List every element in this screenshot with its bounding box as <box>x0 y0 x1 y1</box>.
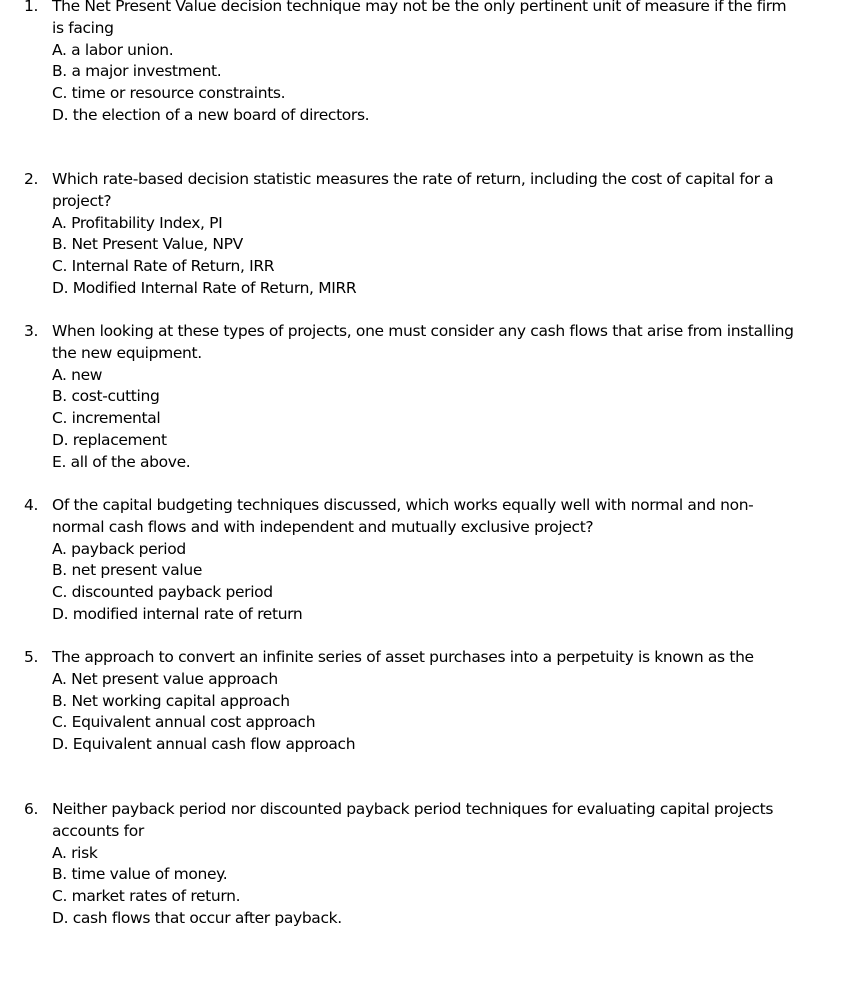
option-list <box>0 843 800 930</box>
option-a[interactable]: A. a labor union. <box>52 40 174 59</box>
option-d[interactable]: D. Modified Internal Rate of Return, MIRR <box>52 278 357 297</box>
option-a[interactable]: A. payback period <box>52 539 186 558</box>
option-list <box>0 539 800 626</box>
question-text: Which rate-based decision statistic measures the rate of return, including the cost of capital for a project? <box>52 170 774 210</box>
question-2 <box>0 169 800 300</box>
option-d[interactable]: D. cash flows that occur after payback. <box>52 908 342 927</box>
question-text: The Net Present Value decision technique may not be the only pertinent unit of measure if the firm is facing <box>52 0 787 37</box>
question-1 <box>0 0 800 127</box>
question-number: 4. <box>24 496 39 514</box>
option-a[interactable]: A. Net present value approach <box>52 669 278 688</box>
option-e[interactable]: E. all of the above. <box>52 452 191 471</box>
option-c[interactable]: C. incremental <box>52 409 161 428</box>
question-number: 2. <box>24 170 39 188</box>
question-3 <box>0 321 800 474</box>
question-text: The approach to convert an infinite series of asset purchases into a perpetuity is known as the <box>52 648 754 666</box>
option-list <box>0 40 800 127</box>
option-list <box>0 365 800 474</box>
question-text: Of the capital budgeting techniques discussed, which works equally well with normal and non-normal cash flows and with independent and mutually exclusive project? <box>52 496 754 536</box>
question-number: 1. <box>24 0 39 15</box>
question-number: 3. <box>24 322 39 340</box>
option-list <box>0 213 800 300</box>
option-c[interactable]: C. Internal Rate of Return, IRR <box>52 257 275 276</box>
option-c[interactable]: C. market rates of return. <box>52 887 241 906</box>
question-5 <box>0 647 800 756</box>
option-b[interactable]: B. a major investment. <box>52 62 222 81</box>
option-c[interactable]: C. Equivalent annual cost approach <box>52 713 316 732</box>
question-number: 5. <box>24 648 39 666</box>
option-b[interactable]: B. net present value <box>52 561 203 580</box>
option-b[interactable]: B. cost-cutting <box>52 387 160 406</box>
option-d[interactable]: D. modified internal rate of return <box>52 604 303 623</box>
option-a[interactable]: A. new <box>52 365 103 384</box>
option-b[interactable]: B. Net working capital approach <box>52 691 290 710</box>
option-b[interactable]: B. time value of money. <box>52 865 228 884</box>
option-d[interactable]: D. replacement <box>52 430 167 449</box>
option-d[interactable]: D. Equivalent annual cash flow approach <box>52 735 356 754</box>
option-b[interactable]: B. Net Present Value, NPV <box>52 235 243 254</box>
option-list <box>0 669 800 756</box>
question-6 <box>0 799 800 930</box>
question-text: Neither payback period nor discounted payback period techniques for evaluating capital projects accounts for <box>52 800 774 840</box>
option-c[interactable]: C. time or resource constraints. <box>52 84 286 103</box>
option-c[interactable]: C. discounted payback period <box>52 583 273 602</box>
question-number: 6. <box>24 800 39 818</box>
question-4 <box>0 495 800 626</box>
option-d[interactable]: D. the election of a new board of directors. <box>52 105 370 124</box>
question-text: When looking at these types of projects, one must consider any cash flows that arise from installing the new equipment. <box>52 322 794 362</box>
option-a[interactable]: A. risk <box>52 843 98 862</box>
option-a[interactable]: A. Profitability Index, PI <box>52 213 223 232</box>
